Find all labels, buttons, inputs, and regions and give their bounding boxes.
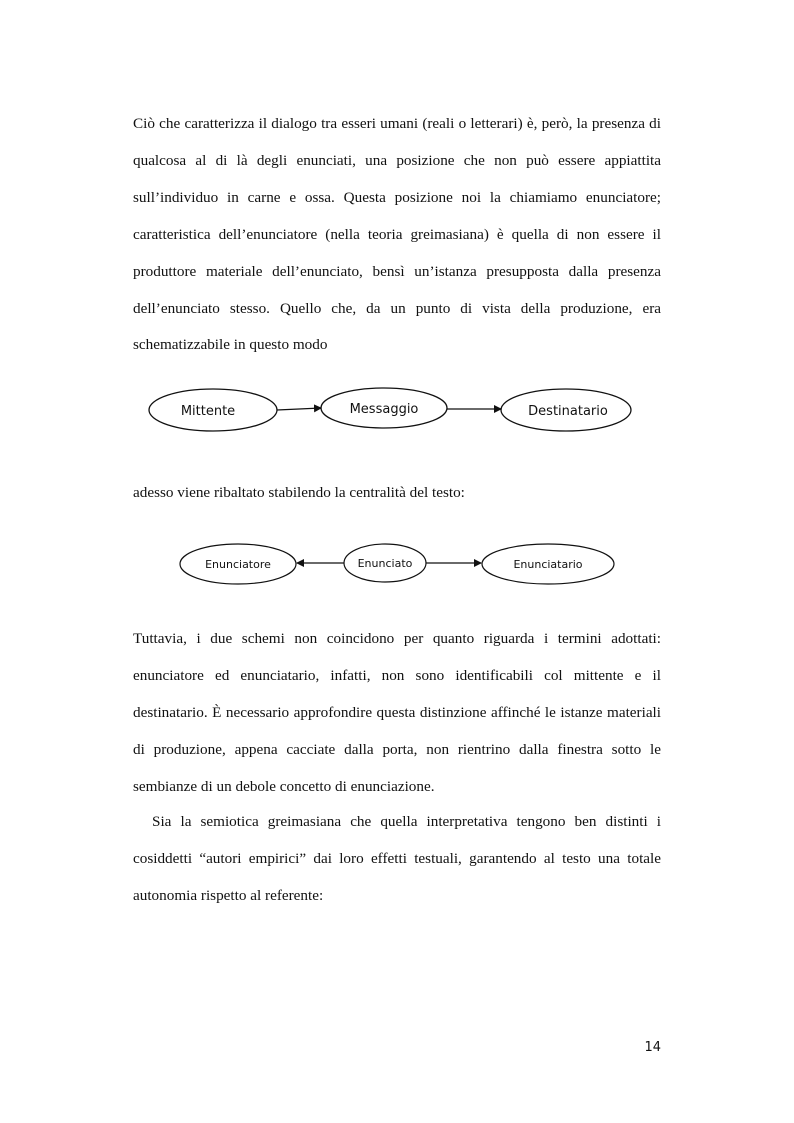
diagram-production [0,375,794,445]
paragraph-2: adesso viene ribaltato stabilendo la centralità del testo: [133,484,465,501]
paragraph-1: Ciò che caratterizza il dialogo tra esseri umani (reali o letterari) è, però, la presenza di qualcosa al di là degli enunciati, una posizione che non può essere appiattita sull’individuo in carne e ossa. Questa posizione noi la chiamiamo enunciatore; caratteristica dell’enunciatore (nella teoria greimasiana) è quella di non essere il produttore materiale dell’enunciato, bensì un’istanza presupposta dalla presenza dell’enunciato stesso. Quello che, da un punto di vista della produzione, era schematizzabile in questo modo [133,115,661,354]
node-mittente-label: Mittente [180,404,236,419]
paragraph-3: Tuttavia, i due schemi non coincidono per quanto riguarda i termini adottati: enunciatore ed enunciatario, infatti, non sono identificabili col mittente e il destinatario. È necessario approfondire questa distinzione affinché le istanze materiali di produzione, appena cacciate dalla porta, non rientrino dalla finestra sotto le sembianze di un debole concetto di enunciazione. [133,630,661,795]
node-enunciatore-label: Enunciatore [205,558,271,571]
page-number: 14 [644,1040,661,1055]
paragraph-4: Sia la semiotica greimasiana che quella interpretativa tengono ben distinti i cosiddetti “autori empirici” dai loro effetti testuali, garantendo al testo una totale autonomia rispetto al referente: [133,813,661,904]
node-messaggio-label: Messaggio [349,402,419,417]
arrow-mittente-messaggio [277,408,321,410]
node-enunciatario-label: Enunciatario [513,558,583,571]
diagram-enunciation [0,534,794,594]
node-destinatario-label: Destinatario [528,404,608,419]
node-enunciato-label: Enunciato [357,557,413,570]
